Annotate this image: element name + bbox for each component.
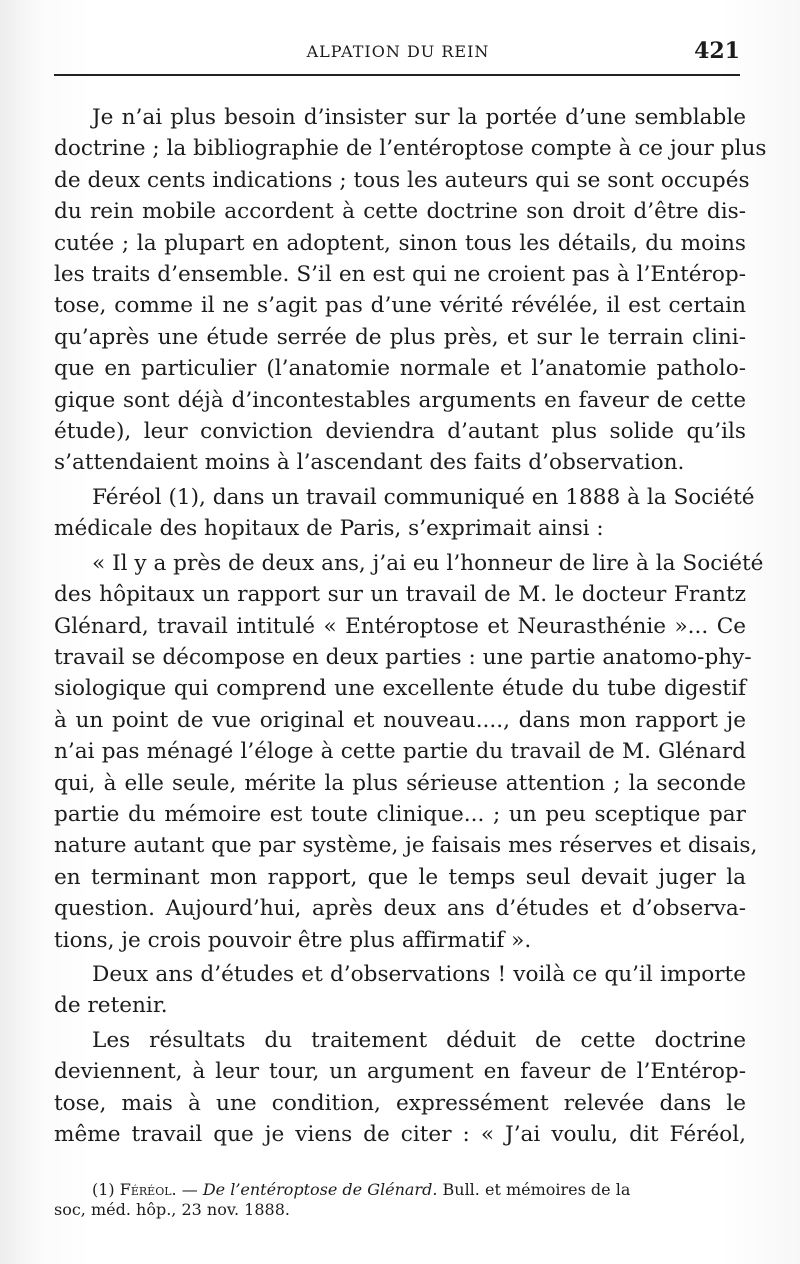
text-line: question. Aujourd’hui, après deux ans d’études et d’observa- [54, 896, 746, 922]
text-line: s’attendaient moins à l’ascendant des faits d’observation. [54, 450, 685, 476]
footnote-line: soc, méd. hôp., 23 nov. 1888. [54, 1200, 290, 1219]
text-line: cutée ; la plupart en adoptent, sinon tous les détails, du moins [54, 230, 746, 256]
footnote-author: Féréol [119, 1180, 172, 1199]
text-line: du rein mobile accordent à cette doctrine son droit d’être dis- [54, 199, 746, 225]
paragraph [54, 548, 764, 956]
text-line: que en particulier (l’anatomie normale et l’anatomie patholo- [54, 356, 746, 382]
text-line: Les résultats du traitement déduit de cette doctrine [92, 1027, 746, 1053]
text-line: nature autant que par système, je faisais mes réserves et disais, [54, 833, 758, 859]
text-line: même travail que je viens de citer : « J’ai voulu, dit Féréol, [54, 1122, 746, 1147]
text-line: deviennent, à leur tour, un argument en faveur de l’Entérop- [54, 1059, 746, 1085]
body-text [54, 102, 767, 1150]
text-line: siologique qui comprend une excellente étude du tube digestif [54, 676, 746, 702]
paragraph [54, 1025, 746, 1151]
text-line: médicale des hopitaux de Paris, s’exprimait ainsi : [54, 516, 604, 542]
footnote-line [54, 1180, 746, 1200]
text-line: tose, comme il ne s’agit pas d’une vérité révélée, il est certain [54, 293, 746, 319]
text-line: en terminant mon rapport, que le temps seul devait juger la [54, 864, 746, 890]
paragraph [54, 959, 746, 1022]
text-line: « Il y a près de deux ans, j’ai eu l’honneur de lire à la Société [92, 550, 764, 576]
text-line: les traits d’ensemble. S’il en est qui ne croient pas à l’Entérop- [54, 262, 746, 288]
text-line: à un point de vue original et nouveau...., dans mon rapport je [54, 707, 746, 733]
page-header [56, 38, 740, 72]
text-line: travail se décompose en deux parties : une partie anatomo-phy- [54, 644, 752, 670]
text-line: partie du mémoire est toute clinique... ; un peu sceptique par [54, 801, 746, 827]
footnote-marker: (1) [92, 1180, 115, 1199]
footnote-source: Bull. et mémoires de la [442, 1180, 631, 1199]
page-number: 421 [694, 38, 740, 64]
text-line: des hôpitaux un rapport sur un travail de M. le docteur Frantz [54, 582, 746, 608]
text-line: qui, à elle seule, mérite la plus sérieuse attention ; la seconde [54, 770, 746, 796]
text-line: Féréol (1), dans un travail communiqué en 1888 à la Société [92, 484, 755, 510]
text-line: tose, mais à une condition, expressément relevée dans le [54, 1090, 746, 1116]
header-rule [54, 74, 740, 76]
footnote-dash: . — [171, 1180, 198, 1199]
text-line: n’ai pas ménagé l’éloge à cette partie du travail de M. Glénard [54, 739, 746, 765]
running-title: ALPATION DU REIN [306, 42, 490, 61]
text-line: de deux cents indications ; tous les auteurs qui se sont occupés [54, 167, 750, 193]
text-line: de retenir. [54, 993, 168, 1019]
footnote-title: De l’entéroptose de Glénard. [202, 1180, 438, 1199]
text-line: qu’après une étude serrée de plus près, et sur le terrain clini- [54, 324, 746, 350]
paragraph [54, 102, 767, 479]
footnote [54, 1180, 746, 1220]
text-line: gique sont déjà d’incontestables arguments en faveur de cette [54, 387, 746, 413]
text-line: doctrine ; la bibliographie de l’entéroptose compte à ce jour plus [54, 136, 767, 162]
text-line: Deux ans d’études et d’observations ! voilà ce qu’il importe [92, 961, 746, 987]
text-line: étude), leur conviction deviendra d’autant plus solide qu’ils [54, 419, 746, 445]
text-line: Je n’ai plus besoin d’insister sur la portée d’une semblable [92, 105, 746, 130]
text-line: tions, je crois pouvoir être plus affirmatif ». [54, 927, 532, 953]
text-line: Glénard, travail intitulé « Entéroptose et Neurasthénie »... Ce [54, 613, 746, 639]
paragraph [54, 482, 755, 545]
